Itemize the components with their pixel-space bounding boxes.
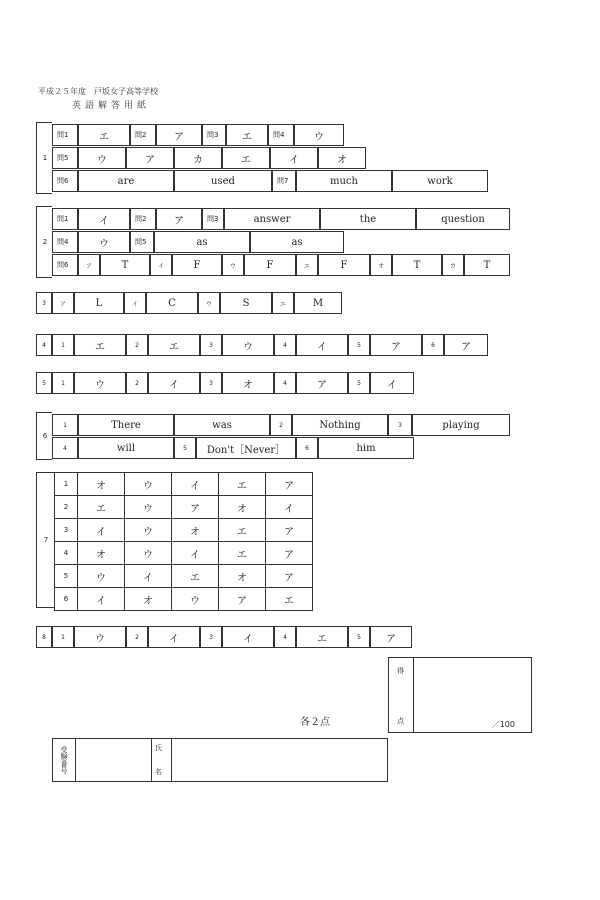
- answer-cell[interactable]: ウ: [78, 565, 125, 588]
- section-8: [36, 626, 412, 648]
- answer-cell[interactable]: イ: [78, 519, 125, 542]
- answer-cell[interactable]: F: [244, 254, 296, 276]
- answer-cell[interactable]: are: [78, 170, 174, 192]
- answer-cell[interactable]: オ: [125, 588, 172, 611]
- choice-label: カ: [442, 254, 464, 276]
- q-label: 問7: [272, 170, 296, 192]
- answer-cell[interactable]: ウ: [125, 519, 172, 542]
- answer-cell[interactable]: オ: [219, 565, 266, 588]
- answer-cell[interactable]: question: [416, 208, 510, 230]
- q-label: 5: [174, 437, 196, 459]
- q-label: 問3: [202, 124, 226, 146]
- answer-cell[interactable]: answer: [224, 208, 320, 230]
- section-7-grid: [54, 472, 313, 611]
- answer-cell[interactable]: イ: [148, 372, 200, 394]
- section-number: 8: [36, 626, 52, 648]
- answer-cell[interactable]: ア: [126, 147, 174, 169]
- table-row: [55, 496, 313, 519]
- answer-cell[interactable]: ウ: [125, 473, 172, 496]
- answer-cell[interactable]: T: [464, 254, 510, 276]
- score-label-column: [389, 658, 414, 732]
- school-header: 平成２５年度 戸坂女子高等学校: [38, 87, 158, 96]
- choice-label: ア: [52, 292, 74, 314]
- answer-cell[interactable]: T: [392, 254, 442, 276]
- id-box: [52, 738, 388, 782]
- answer-cell[interactable]: ア: [156, 208, 202, 230]
- answer-cell[interactable]: as: [250, 231, 344, 253]
- s6-row2: [52, 437, 414, 459]
- answer-cell[interactable]: much: [296, 170, 392, 192]
- choice-label: 4: [274, 626, 296, 648]
- section-number: 4: [36, 334, 52, 356]
- section-7: [36, 472, 54, 608]
- answer-cell[interactable]: him: [318, 437, 414, 459]
- section-3: [36, 292, 342, 314]
- answer-cell[interactable]: ウ: [78, 147, 126, 169]
- answer-cell[interactable]: ア: [156, 124, 202, 146]
- answer-cell[interactable]: オ: [78, 542, 125, 565]
- section-6: [36, 412, 52, 460]
- answer-cell[interactable]: ア: [296, 372, 348, 394]
- choice-label: ア: [78, 254, 100, 276]
- answer-cell[interactable]: M: [294, 292, 342, 314]
- answer-cell[interactable]: イ: [266, 496, 313, 519]
- choice-label: 5: [348, 626, 370, 648]
- answer-cell[interactable]: ウ: [172, 588, 219, 611]
- answer-cell[interactable]: オ: [78, 473, 125, 496]
- table-row: [55, 565, 313, 588]
- q-label: 問4: [268, 124, 294, 146]
- exam-number-field[interactable]: [75, 739, 152, 781]
- answer-cell[interactable]: playing: [412, 414, 510, 436]
- answer-cell[interactable]: イ: [78, 588, 125, 611]
- q-label: 問2: [130, 124, 156, 146]
- choice-label: 2: [126, 334, 148, 356]
- answer-cell[interactable]: as: [154, 231, 250, 253]
- s6-row1: [52, 414, 510, 436]
- row-number: 2: [55, 496, 78, 519]
- answer-cell[interactable]: エ: [222, 147, 270, 169]
- answer-cell[interactable]: There: [78, 414, 174, 436]
- q-label: 1: [52, 414, 78, 436]
- answer-cell[interactable]: ウ: [222, 334, 274, 356]
- answer-cell[interactable]: エ: [219, 473, 266, 496]
- answer-cell[interactable]: ア: [266, 519, 313, 542]
- section-2: [36, 206, 52, 278]
- answer-cell[interactable]: エ: [266, 588, 313, 611]
- table-row: [55, 542, 313, 565]
- answer-cell[interactable]: ア: [172, 496, 219, 519]
- answer-cell[interactable]: L: [74, 292, 124, 314]
- section-number: 2: [42, 238, 48, 246]
- answer-cell[interactable]: the: [320, 208, 416, 230]
- answer-cell[interactable]: イ: [148, 626, 200, 648]
- q-label: 6: [296, 437, 318, 459]
- choice-label: 1: [52, 334, 74, 356]
- answer-cell[interactable]: オ: [318, 147, 366, 169]
- answer-cell[interactable]: エ: [74, 334, 126, 356]
- row-number: 1: [55, 473, 78, 496]
- q-label: 問3: [202, 208, 224, 230]
- answer-cell[interactable]: T: [100, 254, 150, 276]
- answer-cell[interactable]: ア: [266, 473, 313, 496]
- answer-cell[interactable]: ア: [266, 565, 313, 588]
- answer-cell[interactable]: ウ: [78, 231, 130, 253]
- s2-row3: [52, 254, 510, 276]
- row-number: 6: [55, 588, 78, 611]
- name-label-column: [151, 739, 172, 781]
- score-label: 得: [397, 667, 404, 675]
- s1-row1: [52, 124, 344, 146]
- answer-cell[interactable]: イ: [222, 626, 274, 648]
- answer-cell[interactable]: ウ: [74, 372, 126, 394]
- answer-cell[interactable]: エ: [296, 626, 348, 648]
- answer-cell[interactable]: ウ: [74, 626, 126, 648]
- row-number: 4: [55, 542, 78, 565]
- answer-cell[interactable]: エ: [219, 519, 266, 542]
- section-5: [36, 372, 414, 394]
- score-max: ／100: [491, 720, 515, 729]
- q-label: 問1: [52, 208, 78, 230]
- answer-cell[interactable]: エ: [172, 565, 219, 588]
- answer-cell[interactable]: C: [146, 292, 198, 314]
- section-1: [36, 122, 52, 194]
- answer-cell[interactable]: イ: [270, 147, 318, 169]
- answer-cell[interactable]: ウ: [125, 496, 172, 519]
- answer-cell[interactable]: ア: [219, 588, 266, 611]
- answer-cell[interactable]: イ: [172, 542, 219, 565]
- choice-label: 3: [200, 334, 222, 356]
- q-label: 問6: [52, 170, 78, 192]
- choice-label: 4: [274, 334, 296, 356]
- section-number: 5: [36, 372, 52, 394]
- answer-cell[interactable]: S: [220, 292, 272, 314]
- answer-cell[interactable]: used: [174, 170, 272, 192]
- choice-label: イ: [150, 254, 172, 276]
- name-field[interactable]: [171, 739, 387, 781]
- table-row: [55, 588, 313, 611]
- q-label: 3: [388, 414, 412, 436]
- answer-cell[interactable]: イ: [78, 208, 130, 230]
- answer-cell[interactable]: エ: [78, 124, 130, 146]
- section-number: 3: [36, 292, 52, 314]
- name-label: 名: [155, 768, 162, 776]
- exam-number-label: 受験番号: [53, 739, 76, 781]
- answer-cell[interactable]: was: [174, 414, 270, 436]
- answer-cell[interactable]: オ: [222, 372, 274, 394]
- s2-row1: [52, 208, 510, 230]
- section-number: 7: [43, 536, 49, 544]
- score-label: 点: [397, 717, 404, 725]
- section-number: 6: [42, 432, 48, 440]
- answer-cell[interactable]: ア: [370, 626, 412, 648]
- q-label: 問4: [52, 231, 78, 253]
- answer-cell[interactable]: ア: [444, 334, 488, 356]
- answer-cell[interactable]: F: [318, 254, 370, 276]
- answer-cell[interactable]: イ: [370, 372, 414, 394]
- answer-cell[interactable]: カ: [174, 147, 222, 169]
- choice-label: エ: [272, 292, 294, 314]
- answer-cell[interactable]: ア: [370, 334, 422, 356]
- q-label: 問2: [130, 208, 156, 230]
- answer-cell[interactable]: エ: [78, 496, 125, 519]
- choice-label: 5: [348, 372, 370, 394]
- choice-label: 3: [200, 626, 222, 648]
- answer-cell[interactable]: イ: [125, 565, 172, 588]
- answer-cell[interactable]: ウ: [294, 124, 344, 146]
- q-label: 問5: [52, 147, 78, 169]
- q-label: 問5: [130, 231, 154, 253]
- answer-cell[interactable]: Nothing: [292, 414, 388, 436]
- choice-label: ウ: [222, 254, 244, 276]
- answer-cell[interactable]: work: [392, 170, 488, 192]
- choice-label: ウ: [198, 292, 220, 314]
- choice-label: 5: [348, 334, 370, 356]
- choice-label: 2: [126, 626, 148, 648]
- q-label: 問6: [52, 254, 78, 276]
- section-number: 1: [42, 154, 48, 162]
- row-number: 3: [55, 519, 78, 542]
- answer-cell[interactable]: オ: [172, 519, 219, 542]
- choice-label: エ: [296, 254, 318, 276]
- choice-label: オ: [370, 254, 392, 276]
- answer-cell[interactable]: オ: [219, 496, 266, 519]
- choice-label: 1: [52, 626, 74, 648]
- score-box: [388, 657, 532, 733]
- choice-label: 6: [422, 334, 444, 356]
- answer-cell[interactable]: ウ: [125, 542, 172, 565]
- section-4: [36, 334, 488, 356]
- s1-row3: [52, 170, 488, 192]
- answer-cell[interactable]: F: [172, 254, 222, 276]
- table-row: [55, 473, 313, 496]
- choice-label: イ: [124, 292, 146, 314]
- answer-cell[interactable]: エ: [226, 124, 268, 146]
- answer-cell[interactable]: will: [78, 437, 174, 459]
- q-label: 2: [270, 414, 292, 436]
- choice-label: 1: [52, 372, 74, 394]
- points-note: 各２点: [300, 717, 330, 728]
- q-label: 4: [52, 437, 78, 459]
- answer-cell[interactable]: イ: [296, 334, 348, 356]
- table-row: [55, 519, 313, 542]
- row-number: 5: [55, 565, 78, 588]
- s2-row2: [52, 231, 344, 253]
- choice-label: 3: [200, 372, 222, 394]
- q-label: 問1: [52, 124, 78, 146]
- answer-cell[interactable]: エ: [148, 334, 200, 356]
- answer-cell[interactable]: イ: [172, 473, 219, 496]
- choice-label: 4: [274, 372, 296, 394]
- answer-cell[interactable]: Don't［Never］: [196, 437, 296, 459]
- answer-cell[interactable]: エ: [219, 542, 266, 565]
- answer-cell[interactable]: ア: [266, 542, 313, 565]
- choice-label: 2: [126, 372, 148, 394]
- s1-row2: [52, 147, 366, 169]
- sheet-title: 英語解答用紙: [72, 101, 151, 111]
- name-label: 氏: [155, 744, 162, 752]
